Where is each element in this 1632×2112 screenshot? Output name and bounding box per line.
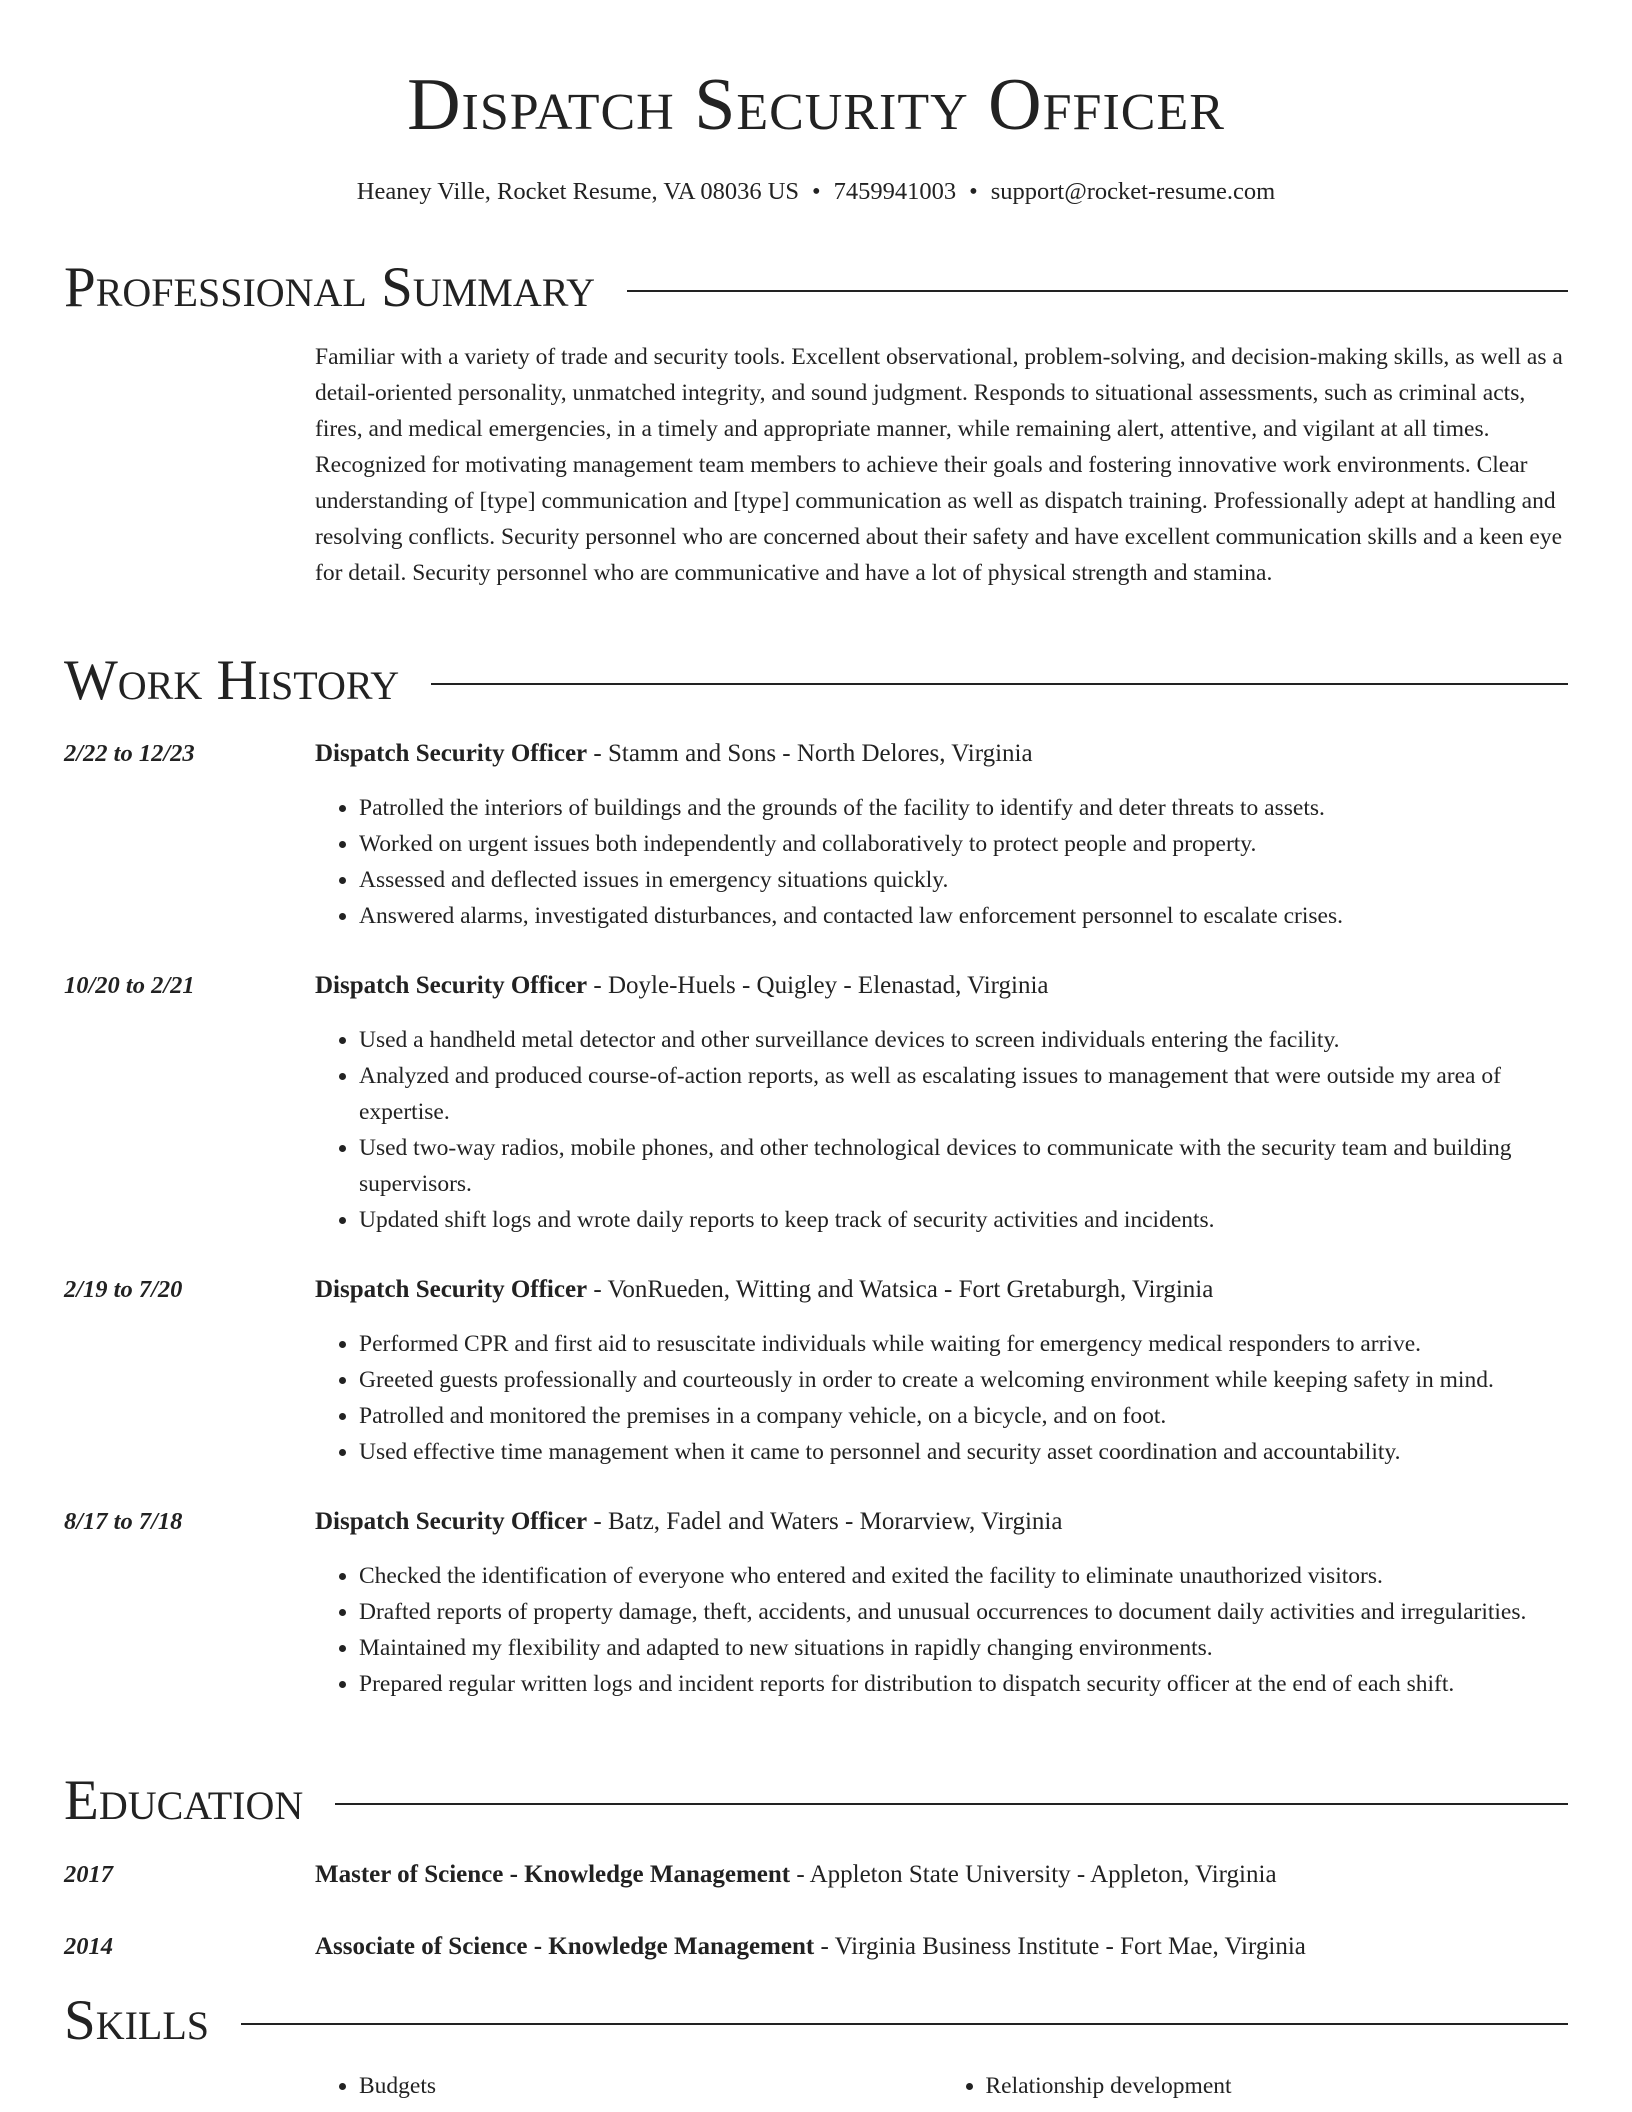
skill-item: • Relationship development: [986, 2068, 1569, 2104]
job-company: - VonRueden, Witting and Watsica - Fort Gretaburgh, Virginia: [587, 1276, 1214, 1303]
job-bullet: • Answered alarms, investigated disturbances, and contacted law enforcement personnel to escalate crises.: [359, 898, 1568, 934]
section-header-skills: [64, 1986, 1568, 2056]
education-title-line: [315, 1857, 1568, 1893]
job-bullet: • Drafted reports of property damage, theft, accidents, and unusual occurrences to document daily activities and irregularities.: [359, 1594, 1568, 1630]
skills-column-left: [315, 2068, 942, 2104]
summary-text: Familiar with a variety of trade and security tools. Excellent observational, problem-solving, and decision-making skills, as well as a detail-oriented personality, unmatched integrity, and sound judgment. Responds to situational assessments, such as criminal acts, fires, and medical emergencies, in a timely and appropriate manner, while remaining alert, attentive, and vigilant at all times. Recognized for motivating management team members to achieve their goals and fostering innovative work environments. Clear understanding of [type] communication and [type] communication as well as dispatch training. Professionally adept at handling and resolving conflicts. Security personnel who are concerned about their safety and have excellent communication skills and a keen eye for detail. Security personnel who are communicative and have a lot of physical strength and stamina.: [315, 344, 1563, 586]
section-header-work-history: [64, 646, 1568, 716]
section-divider: [627, 290, 1568, 292]
job-company: - Batz, Fadel and Waters - Morarview, Virginia: [587, 1508, 1063, 1535]
education-year: 2017: [64, 1861, 113, 1888]
job-role: Dispatch Security Officer: [315, 972, 588, 999]
section-header-education: [64, 1766, 1568, 1836]
job-bullet: • Updated shift logs and wrote daily reports to keep track of security activities and incidents.: [359, 1202, 1568, 1238]
job-bullets: [315, 1326, 1568, 1470]
job-dates: 8/17 to 7/18: [64, 1508, 183, 1535]
job-bullet: • Used effective time management when it came to personnel and security asset coordination and accountability.: [359, 1434, 1568, 1470]
contact-line: [0, 174, 1632, 210]
job-bullets: [315, 790, 1568, 934]
job-title-line: [315, 968, 1568, 1004]
section-title: Skills: [64, 1989, 210, 2052]
section-title: Work History: [64, 649, 400, 712]
contact-email: support@rocket-resume.com: [990, 178, 1276, 205]
job-bullet: • Patrolled the interiors of buildings and the grounds of the facility to identify and deter threats to assets.: [359, 790, 1568, 826]
education-school: - Appleton State University - Appleton, Virginia: [790, 1861, 1277, 1888]
job-bullets: [315, 1022, 1568, 1238]
education-title-line: [315, 1929, 1568, 1965]
job-title-line: [315, 1272, 1568, 1308]
job-bullet: • Used two-way radios, mobile phones, and other technological devices to communicate with the security team and building supervisors.: [359, 1130, 1568, 1202]
job-bullet: • Used a handheld metal detector and other surveillance devices to screen individuals entering the facility.: [359, 1022, 1568, 1058]
contact-phone: 7459941003: [833, 178, 957, 205]
job-dates: 10/20 to 2/21: [64, 972, 195, 999]
candidate-name: Dispatch Security Officer: [407, 64, 1225, 146]
education-degree: Associate of Science - Knowledge Management: [315, 1933, 815, 1960]
job-bullet: • Prepared regular written logs and incident reports for distribution to dispatch security officer at the end of each shift.: [359, 1666, 1568, 1702]
job-title-line: [315, 1504, 1568, 1540]
job-bullet: • Worked on urgent issues both independently and collaboratively to protect people and property.: [359, 826, 1568, 862]
job-role: Dispatch Security Officer: [315, 1508, 588, 1535]
job-role: Dispatch Security Officer: [315, 740, 588, 767]
job-dates: 2/19 to 7/20: [64, 1276, 183, 1303]
job-bullet: • Patrolled and monitored the premises in a company vehicle, on a bicycle, and on foot.: [359, 1398, 1568, 1434]
job-bullet: • Checked the identification of everyone who entered and exited the facility to eliminate unauthorized visitors.: [359, 1558, 1568, 1594]
job-role: Dispatch Security Officer: [315, 1276, 588, 1303]
section-title: Professional Summary: [64, 256, 596, 319]
job-title-line: [315, 736, 1568, 772]
job-dates: 2/22 to 12/23: [64, 740, 195, 767]
skills-column-right: [942, 2068, 1569, 2104]
education-school: - Virginia Business Institute - Fort Mae, Virginia: [814, 1933, 1306, 1960]
job-company: - Stamm and Sons - North Delores, Virginia: [587, 740, 1033, 767]
contact-separator: •: [812, 178, 821, 205]
job-bullet: • Performed CPR and first aid to resuscitate individuals while waiting for emergency medical responders to arrive.: [359, 1326, 1568, 1362]
education-year: 2014: [64, 1933, 113, 1960]
section-title: Education: [64, 1769, 304, 1832]
skill-item: • Budgets: [359, 2068, 942, 2104]
job-bullet: • Greeted guests professionally and courteously in order to create a welcoming environment while keeping safety in mind.: [359, 1362, 1568, 1398]
education-degree: Master of Science - Knowledge Management: [315, 1861, 791, 1888]
job-bullets: [315, 1558, 1568, 1702]
section-divider: [335, 1803, 1568, 1805]
job-company: - Doyle-Huels - Quigley - Elenastad, Virginia: [587, 972, 1049, 999]
contact-address: Heaney Ville, Rocket Resume, VA 08036 US: [356, 178, 800, 205]
section-header-summary: [64, 253, 1568, 323]
skills-list: [315, 2068, 1568, 2104]
job-bullet: • Maintained my flexibility and adapted to new situations in rapidly changing environments.: [359, 1630, 1568, 1666]
job-bullet: • Assessed and deflected issues in emergency situations quickly.: [359, 862, 1568, 898]
job-bullet: • Analyzed and produced course-of-action reports, as well as escalating issues to management that were outside my area of expertise.: [359, 1058, 1568, 1130]
contact-separator: •: [969, 178, 978, 205]
section-divider: [241, 2023, 1568, 2025]
section-divider: [431, 683, 1568, 685]
